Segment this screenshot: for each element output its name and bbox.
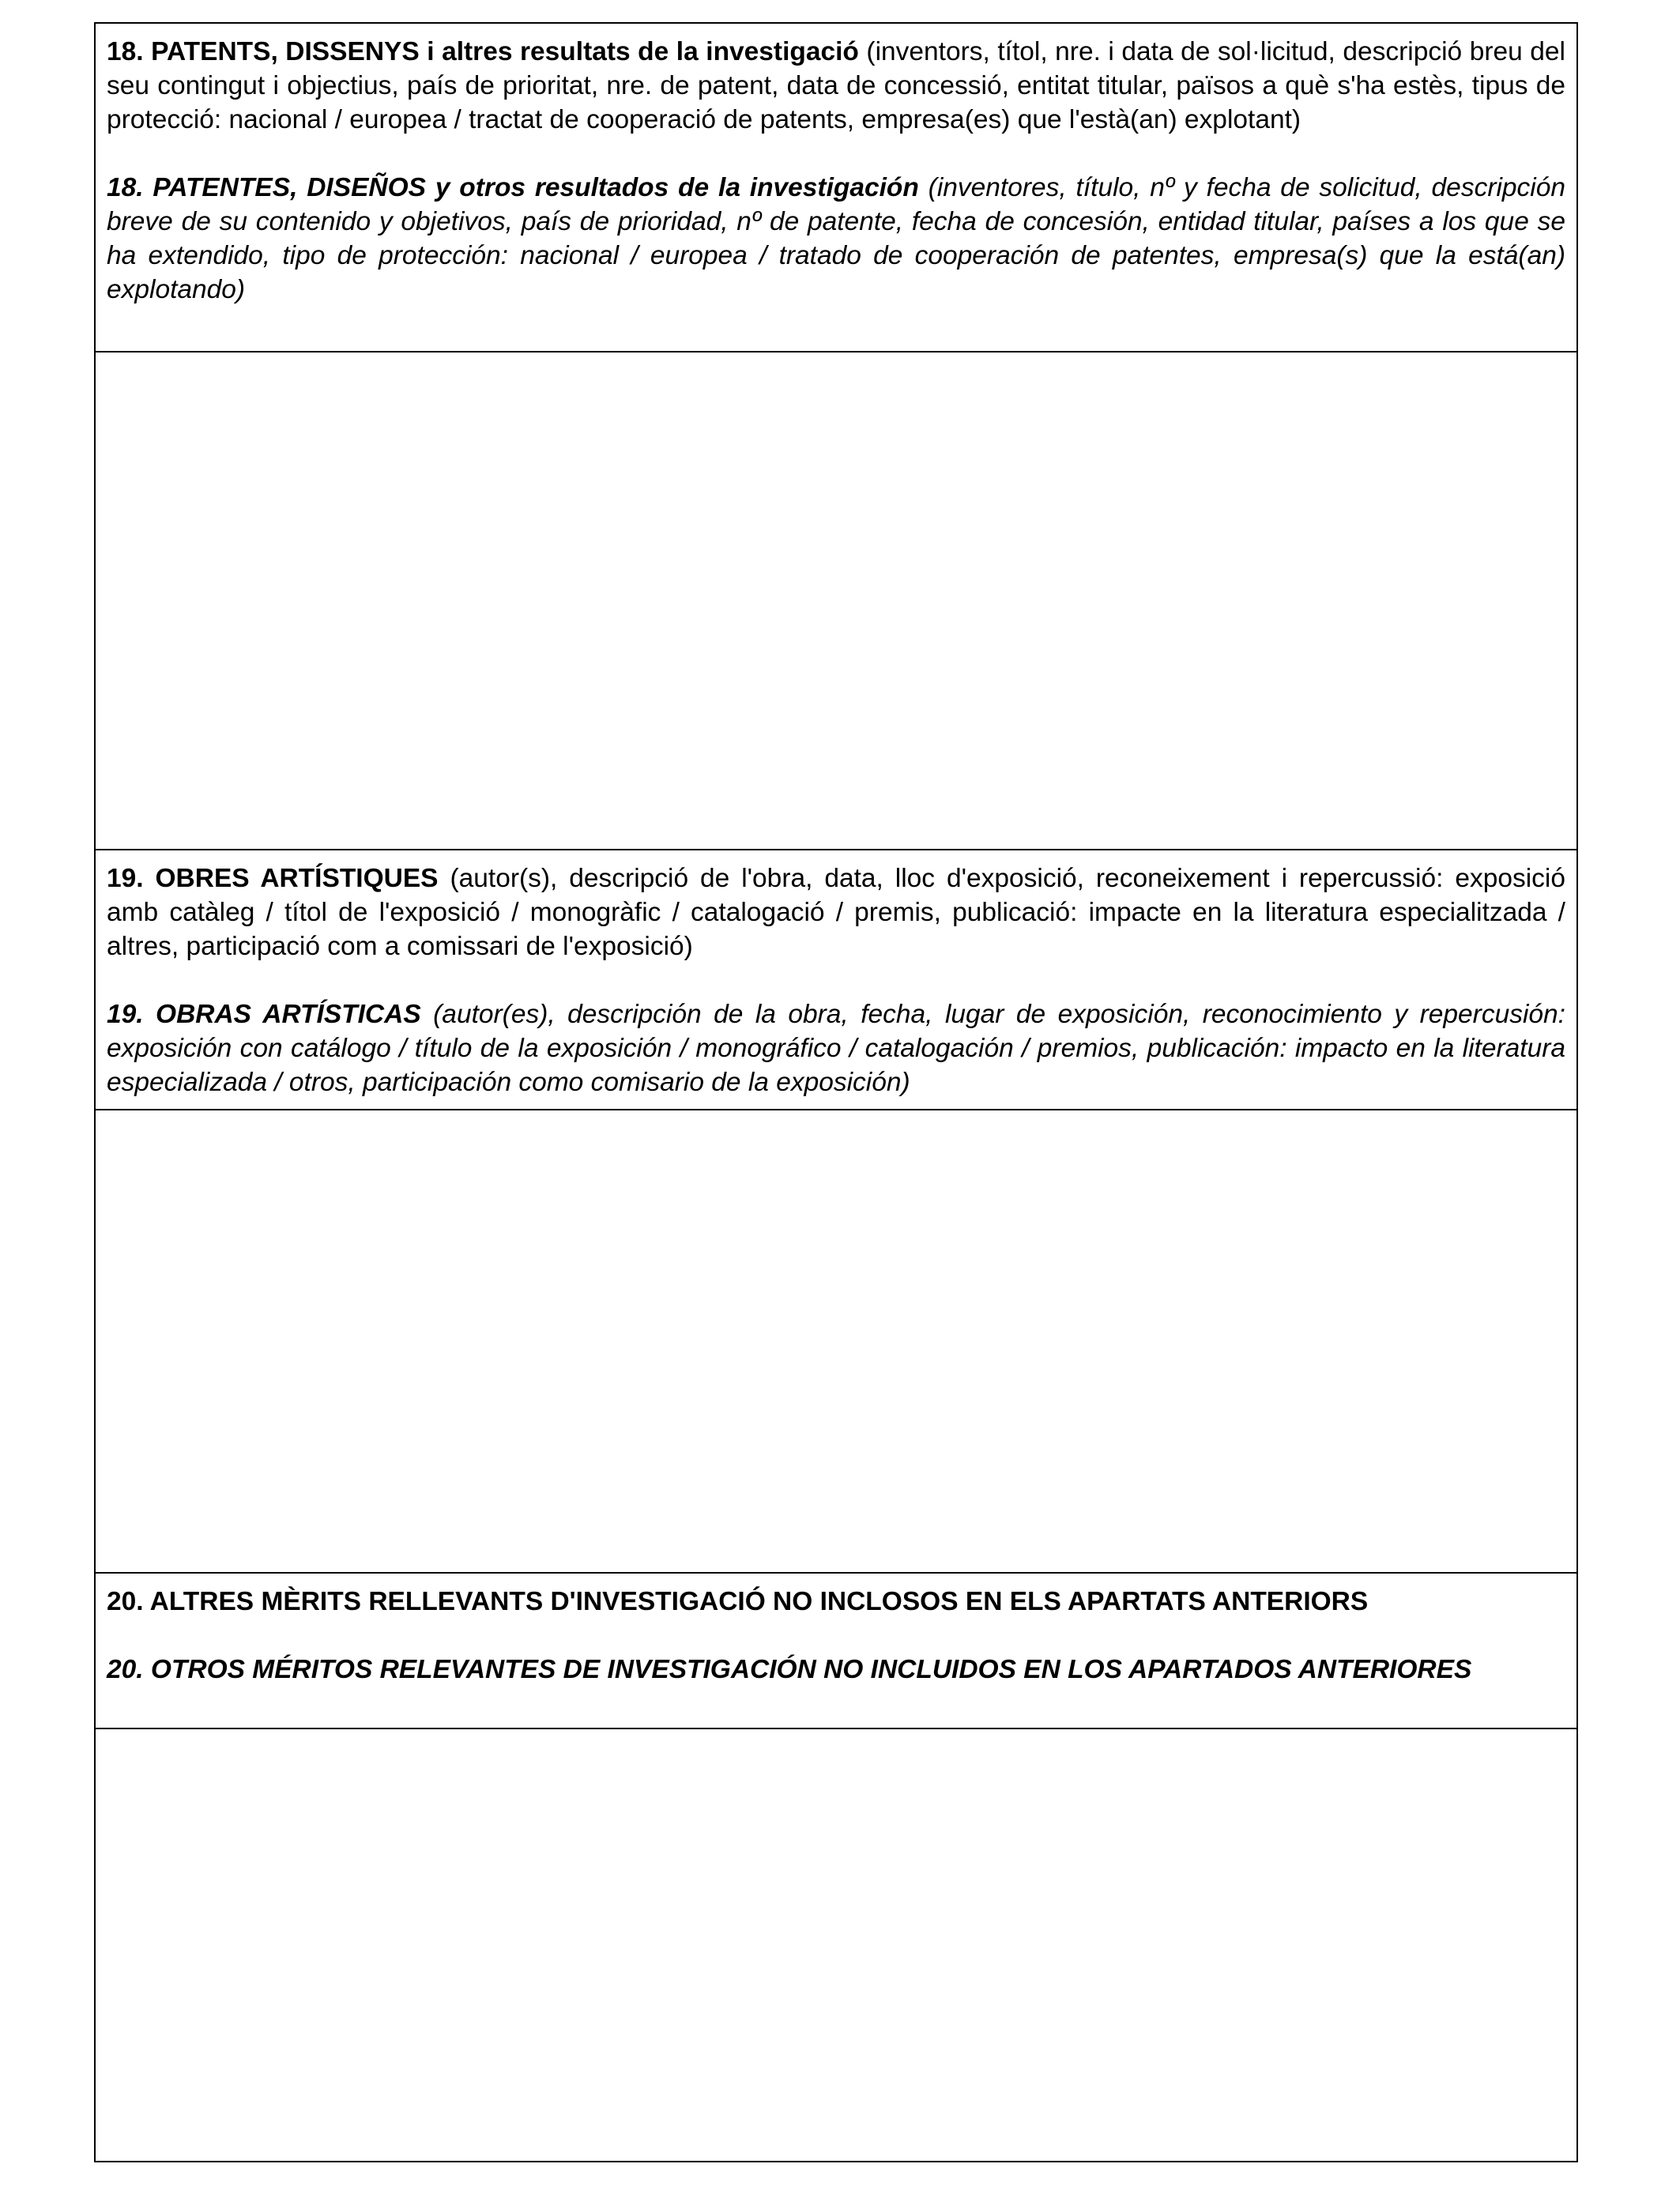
section-20-answer-field[interactable] [96,1729,1576,2161]
section-20-catalan-title: 20. ALTRES MÈRITS RELLEVANTS D'INVESTIGACIÓ NO INCLOSOS EN ELS APARTATS ANTERIORS [107,1587,1369,1616]
section-19-spanish [107,997,1565,1099]
section-18-catalan [107,35,1565,137]
section-19-spanish-title: 19. OBRAS ARTÍSTICAS [107,1000,421,1029]
section-19-catalan-description: (autor(s), descripció de l'obra, data, lloc d'exposició, reconeixement i repercussió: exposició amb catàleg / títol de l'exposició / monogràfic / catalogació / premis, publicació: impacte en la literatura especialitzada / altres, participació com a comissari de l'exposició) [107,864,1565,961]
section-19-answer-field[interactable] [96,1110,1576,1574]
section-20-spanish [107,1653,1565,1687]
section-19-catalan [107,861,1565,963]
cv-merits-form [94,22,1578,2162]
section-19-spanish-description: (autor(es), descripción de la obra, fecha, lugar de exposición, reconocimiento y repercusión: exposición con catálogo / título de la exposición / monográfico / catalogación / premios, publicación: impacto en la literatura especializada / otros, participación como comisario de la exposición) [107,1000,1565,1097]
section-18-spanish-description: (inventores, título, nº y fecha de solicitud, descripción breve de su contenido y objetivos, país de prioridad, nº de patente, fecha de concesión, entidad titular, países a los que se ha extendido, tipo de protección: nacional / europea / tratado de cooperación de patentes, empresa(s) que la está(an) explotando) [107,173,1565,304]
section-18-heading [96,24,1576,352]
section-20-catalan [107,1585,1565,1619]
section-18-catalan-title: 18. PATENTS, DISSENYS i altres resultats de la investigació [107,37,859,66]
section-18-spanish-title: 18. PATENTES, DISEÑOS y otros resultados de la investigación [107,173,919,202]
section-19-catalan-title: 19. OBRES ARTÍSTIQUES [107,864,439,893]
section-20-spanish-title: 20. OTROS MÉRITOS RELEVANTES DE INVESTIGACIÓN NO INCLUIDOS EN LOS APARTADOS ANTERIORES [107,1655,1472,1684]
section-19-heading [96,850,1576,1110]
section-20-heading [96,1574,1576,1729]
section-18-answer-field[interactable] [96,352,1576,850]
section-18-spanish [107,171,1565,307]
section-18-catalan-description: (inventors, títol, nre. i data de sol·licitud, descripció breu del seu contingut i objectius, país de prioritat, nre. de patent, data de concessió, entitat titular, països a què s'ha estès, tipus de protecció: nacional / europea / tractat de cooperació de patents, empresa(es) que l'està(an) explotant) [107,37,1566,134]
